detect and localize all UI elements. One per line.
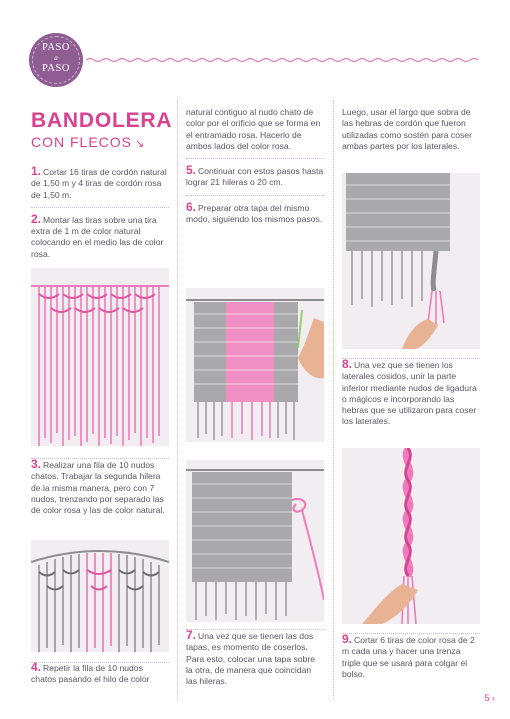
divider bbox=[186, 195, 324, 196]
step-7: 7. Una vez que se tienen las dos tapas, es momento de coserlos. Para esto, colocar una tapa sobre la otra, de manera que coincidan las hileras. bbox=[186, 628, 315, 687]
column-divider bbox=[177, 100, 178, 700]
step-9-photo bbox=[342, 448, 480, 624]
step-7-photo bbox=[186, 460, 324, 622]
badge-line-2: a bbox=[54, 54, 58, 62]
step-2: 2. Montar las tiras sobre una tira extra de 1 m de color natural colocando en el medio las de color rosa. bbox=[31, 211, 164, 259]
column-divider bbox=[333, 100, 334, 700]
step-3: 3. Realizar una fila de 10 nudos chatos. Trabajar la segunda hilera de la misma manera, pero con 7 nudos, trenzando por separado las de color rosa y las de color natural. bbox=[31, 457, 165, 516]
stitch-line bbox=[86, 57, 482, 63]
page-number: 5 › bbox=[484, 693, 495, 703]
step-7-continued: Luego, usar el largo que sobra de las hebras de cordón que fueron utilizadas como sostén para coser ambas partes por los laterales. bbox=[342, 107, 472, 151]
divider bbox=[186, 158, 324, 159]
paso-a-paso-badge bbox=[29, 33, 83, 87]
step-6: 6. Preparar otra tapa del mismo modo, siguiendo los mismos pasos. bbox=[186, 199, 323, 225]
step-8-photo bbox=[342, 173, 480, 349]
step-1: 1. Cortar 16 tiras de cordón natural de 1,50 m y 4 tiras de cordón rosa de 1,50 m. bbox=[31, 164, 167, 200]
step-8: 8. Una vez que se tienen los laterales cosidos, unir la parte inferior mediante nudos de ligadura o mágicos e incorporando las hebras que se utilizaron para coser los laterales. bbox=[342, 357, 477, 427]
step-6-photo bbox=[186, 288, 324, 442]
step-2-photo bbox=[31, 268, 169, 446]
badge-line-3: PASO bbox=[42, 63, 70, 74]
divider bbox=[31, 207, 169, 208]
column-1 bbox=[31, 100, 173, 260]
badge-line-1: PASO bbox=[42, 42, 70, 53]
step-3-photo bbox=[31, 540, 169, 652]
page-subtitle: CON FLECOS ↘ bbox=[31, 134, 146, 150]
step-4: 4. Repetir la fila de 10 nudos chatos pasando el hilo de color bbox=[31, 660, 150, 685]
column-3 bbox=[342, 100, 480, 152]
step-4-continued: natural contiguo al nudo chato de color por el orificio que se forma en el entramado rosa. Hacerlo de ambos lados del color rosa. bbox=[186, 107, 321, 151]
step-9: 9. Cortar 6 tiras de color rosa de 2 m cada una y hacer una trenza triple que se usará para colgar el bolso. bbox=[342, 632, 475, 679]
page-title: BANDOLERA bbox=[31, 109, 173, 132]
chevron-right-icon: › bbox=[489, 693, 495, 703]
column-2 bbox=[186, 100, 324, 225]
arrow-down-right-icon: ↘ bbox=[135, 138, 146, 150]
step-5: 5. Continuar con estos pasos hasta lograr 21 hileras o 20 cm. bbox=[186, 163, 324, 188]
